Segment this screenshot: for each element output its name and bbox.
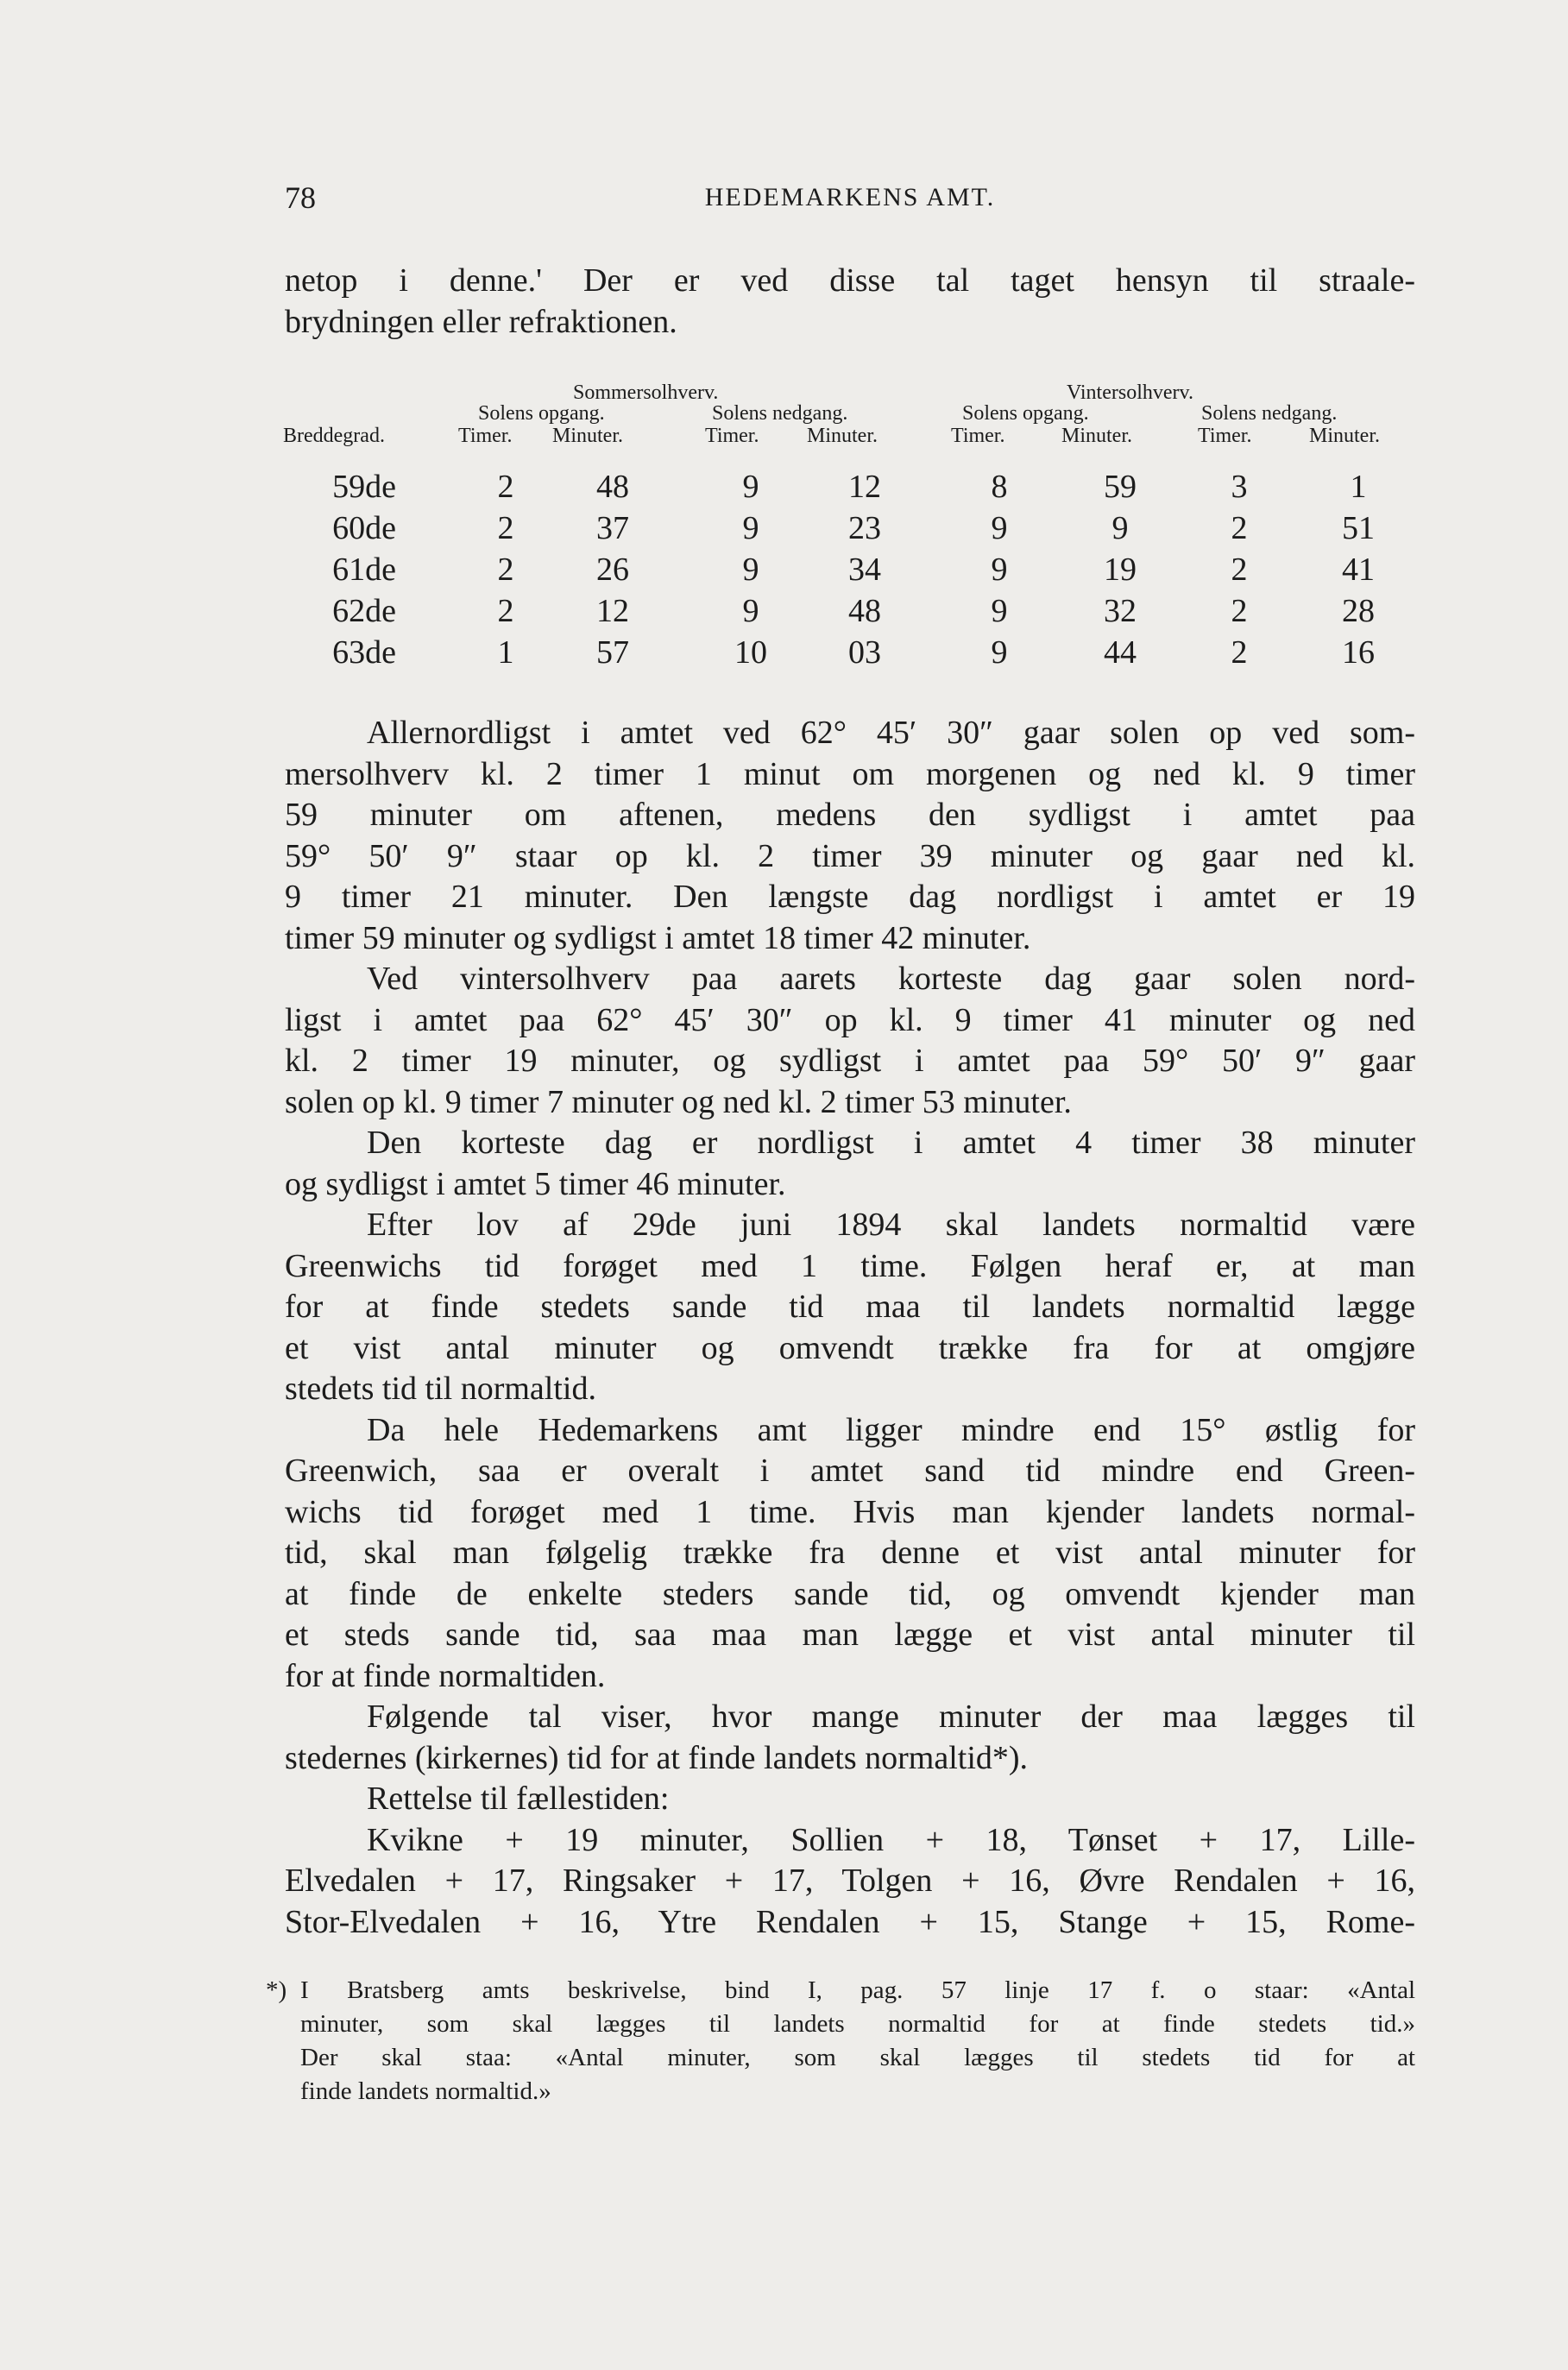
time-cell: 9	[1111, 510, 1129, 546]
time-cell: 2	[1231, 552, 1248, 588]
subheader-winter-rise: Solens opgang.	[962, 402, 1089, 425]
col-header-hours: Timer.	[705, 425, 759, 447]
text-line: et steds sande tid, saa maa man lægge et vist antal minuter til	[285, 1617, 1415, 1653]
time-cell: 26	[596, 552, 629, 588]
text-line: Allernordligst i amtet ved 62° 45′ 30″ gaar solen op ved som-	[367, 715, 1415, 751]
text-line: 59° 50′ 9″ staar op kl. 2 timer 39 minuter og gaar ned kl.	[285, 837, 1415, 874]
text-line: netop i denne.' Der er ved disse tal taget hensyn til straale-	[285, 262, 1415, 299]
time-cell: 59	[1104, 469, 1137, 505]
time-cell: 1	[1350, 469, 1367, 505]
subheader-summer-rise: Solens opgang.	[478, 402, 605, 425]
time-cell: 32	[1104, 593, 1137, 629]
text-line: 59 minuter om aftenen, medens den sydligst i amtet paa	[285, 797, 1415, 833]
time-cell: 48	[848, 593, 881, 629]
time-cell: 2	[1231, 593, 1248, 629]
time-cell: 3	[1231, 469, 1248, 505]
group-header-summer: Sommersolhverv.	[573, 381, 719, 404]
text-line: for at finde stedets sande tid maa til landets normaltid lægge	[285, 1289, 1415, 1325]
col-header-minutes: Minuter.	[807, 425, 878, 447]
time-cell: 2	[497, 469, 514, 505]
time-cell: 9	[991, 552, 1008, 588]
time-cell: 19	[1104, 552, 1137, 588]
text-line: Greenwichs tid forøget med 1 time. Følgen heraf er, at man	[285, 1247, 1415, 1284]
time-cell: 2	[497, 510, 514, 546]
time-cell: 9	[742, 593, 759, 629]
body-text	[285, 713, 1415, 1943]
time-cell: 41	[1342, 552, 1375, 588]
running-title: HEDEMARKENS AMT.	[704, 183, 996, 211]
text-line: og sydligst i amtet 5 timer 46 minuter.	[285, 1165, 786, 1202]
time-cell: 2	[497, 593, 514, 629]
text-line: Greenwich, saa er overalt i amtet sand tid mindre end Green-	[285, 1453, 1415, 1489]
time-cell: 1	[497, 634, 514, 671]
time-cell: 10	[734, 634, 767, 671]
text-line: Følgende tal viser, hvor mange minuter der maa lægges til	[367, 1699, 1415, 1735]
group-header-winter: Vintersolhverv.	[1067, 381, 1193, 404]
time-cell: 28	[1342, 593, 1375, 629]
text-line: Stor-Elvedalen + 16, Ytre Rendalen + 15, Stange + 15, Rome-	[285, 1903, 1415, 1940]
time-cell: 9	[991, 634, 1008, 671]
col-header-hours: Timer.	[1198, 425, 1252, 447]
time-cell: 9	[991, 510, 1008, 546]
time-cell: 03	[848, 634, 881, 671]
latitude-cell: 63de	[332, 634, 396, 671]
footnote-line: I Bratsberg amts beskrivelse, bind I, pag. 57 linje 17 f. o staar: «Antal	[300, 1976, 1415, 2004]
page-number: 78	[285, 180, 316, 215]
time-cell: 9	[742, 552, 759, 588]
time-cell: 2	[1231, 634, 1248, 671]
time-cell: 2	[1231, 510, 1248, 546]
text-line: Den korteste dag er nordligst i amtet 4 timer 38 minuter	[367, 1125, 1415, 1161]
col-header-hours: Timer.	[458, 425, 513, 447]
time-cell: 37	[596, 510, 629, 546]
time-cell: 9	[742, 469, 759, 505]
subheader-summer-set: Solens nedgang.	[712, 402, 848, 425]
text-line: tid, skal man følgelig trække fra denne et vist antal minuter for	[285, 1535, 1415, 1571]
page-header	[285, 180, 1415, 223]
text-line: at finde de enkelte steders sande tid, og omvendt kjender man	[285, 1575, 1415, 1612]
time-cell: 48	[596, 469, 629, 505]
text-line: solen op kl. 9 timer 7 minuter og ned kl. 2 timer 53 minuter.	[285, 1083, 1072, 1120]
footnote-mark: *)	[266, 1976, 287, 2004]
footnote-line: Der skal staa: «Antal minuter, som skal lægges til stedets tid for at	[300, 2044, 1415, 2071]
col-header-minutes: Minuter.	[1309, 425, 1380, 447]
text-line: Elvedalen + 17, Ringsaker + 17, Tolgen + 16, Øvre Rendalen + 16,	[285, 1863, 1415, 1899]
text-line: Ved vintersolhverv paa aarets korteste dag gaar solen nord-	[367, 961, 1415, 997]
text-line: kl. 2 timer 19 minuter, og sydligst i amtet paa 59° 50′ 9″ gaar	[285, 1043, 1415, 1079]
text-line: Da hele Hedemarkens amt ligger mindre end 15° østlig for	[367, 1411, 1415, 1448]
col-header-hours: Timer.	[951, 425, 1005, 447]
time-cell: 9	[991, 593, 1008, 629]
text-line: wichs tid forøget med 1 time. Hvis man kjender landets normal-	[285, 1493, 1415, 1530]
text-line: Efter lov af 29de juni 1894 skal landets normaltid være	[367, 1207, 1415, 1243]
col-header-latitude: Breddegrad.	[283, 425, 385, 447]
footnote-line: finde landets normaltid.»	[300, 2077, 551, 2105]
text-line: 9 timer 21 minuter. Den længste dag nordligst i amtet er 19	[285, 879, 1415, 915]
footnote-line: minuter, som skal lægges til landets normaltid for at finde stedets tid.»	[300, 2010, 1415, 2038]
time-cell: 51	[1342, 510, 1375, 546]
latitude-cell: 59de	[332, 469, 396, 505]
time-cell: 2	[497, 552, 514, 588]
text-line: stedernes (kirkernes) tid for at finde landets normaltid*).	[285, 1739, 1029, 1776]
time-cell: 9	[742, 510, 759, 546]
col-header-minutes: Minuter.	[552, 425, 623, 447]
subheader-winter-set: Solens nedgang.	[1201, 402, 1338, 425]
text-line: Kvikne + 19 minuter, Sollien + 18, Tønset + 17, Lille-	[367, 1821, 1415, 1858]
text-line: Rettelse til fællestiden:	[367, 1781, 670, 1817]
time-cell: 12	[596, 593, 629, 629]
time-cell: 12	[848, 469, 881, 505]
text-line: mersolhverv kl. 2 timer 1 minut om morgenen og ned kl. 9 timer	[285, 755, 1415, 792]
time-cell: 16	[1342, 634, 1375, 671]
time-cell: 23	[848, 510, 881, 546]
latitude-cell: 60de	[332, 510, 396, 546]
col-header-minutes: Minuter.	[1061, 425, 1132, 447]
text-line: ligst i amtet paa 62° 45′ 30″ op kl. 9 timer 41 minuter og ned	[285, 1001, 1415, 1038]
time-cell: 44	[1104, 634, 1137, 671]
text-line: stedets tid til normaltid.	[285, 1371, 596, 1407]
text-line: brydningen eller refraktionen.	[285, 303, 677, 340]
footnote	[266, 1974, 1415, 2108]
time-cell: 8	[991, 469, 1008, 505]
text-line: for at finde normaltiden.	[285, 1657, 606, 1694]
text-line: timer 59 minuter og sydligst i amtet 18 timer 42 minuter.	[285, 919, 1031, 956]
latitude-cell: 61de	[332, 552, 396, 588]
time-cell: 34	[848, 552, 881, 588]
intro-paragraph	[285, 261, 1415, 343]
text-line: et vist antal minuter og omvendt trække fra for at omgjøre	[285, 1329, 1415, 1366]
time-cell: 57	[596, 634, 629, 671]
latitude-cell: 62de	[332, 593, 396, 629]
